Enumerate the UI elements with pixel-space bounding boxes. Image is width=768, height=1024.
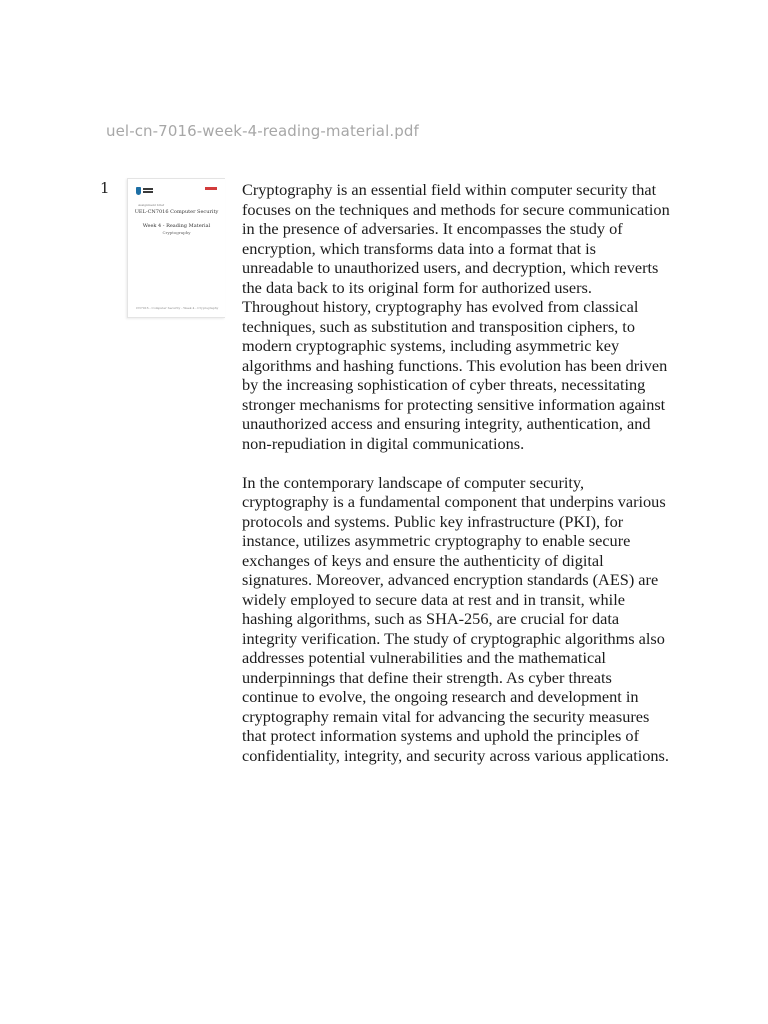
page-thumbnail[interactable] bbox=[127, 178, 225, 318]
thumbnail-subtitle: Cryptography bbox=[162, 230, 191, 235]
page-number: 1 bbox=[100, 179, 110, 197]
thumbnail-week-title: Week 4 - Reading Material bbox=[142, 223, 211, 229]
partner-logo-icon bbox=[205, 187, 217, 190]
thumbnail-course-title: UEL-CN7016 Computer Security bbox=[134, 209, 219, 215]
body-paragraph: Cryptography is an essential field within computer security that focuses on the techniques and methods for secure communication in the presence of adversaries. It encompasses the study of encryption, which transforms data into a format that is unreadable to unauthorized users, and decryption, which reverts the data back to its original form for authorized users. Throughout history, cryptography has evolved from classical techniques, such as substitution and transposition ciphers, to modern cryptographic systems, including asymmetric key algorithms and hashing functions. This evolution has been driven by the increasing sophistication of cyber threats, necessitating stronger mechanisms for protecting sensitive information against unauthorized access and ensuring integrity, authentication, and non-repudiation in digital communications. bbox=[242, 180, 670, 453]
document-title[interactable]: uel-cn-7016-week-4-reading-material.pdf bbox=[106, 122, 419, 140]
body-paragraph: In the contemporary landscape of computer security, cryptography is a fundamental component that underpins various protocols and systems. Public key infrastructure (PKI), for instance, utilizes asymmetric cryptography to enable secure exchanges of keys and ensure the authenticity of digital signatures. Moreover, advanced encryption standards (AES) are widely employed to secure data at rest and in transit, while hashing algorithms, such as SHA-256, are crucial for data integrity verification. The study of cryptographic algorithms also addresses potential vulnerabilities and the mathematical underpinnings that define their strength. As cyber threats continue to evolve, the ongoing research and development in cryptography remain vital for advancing the security measures that protect information systems and uphold the principles of confidentiality, integrity, and security across various applications. bbox=[242, 472, 669, 765]
document-body bbox=[242, 180, 670, 785]
thumbnail-footer: CN7016 - Computer Security - Week 4 - Cryptography bbox=[136, 306, 219, 310]
university-logo-icon bbox=[136, 187, 154, 197]
thumbnail-header: Assignment brief bbox=[138, 203, 164, 207]
